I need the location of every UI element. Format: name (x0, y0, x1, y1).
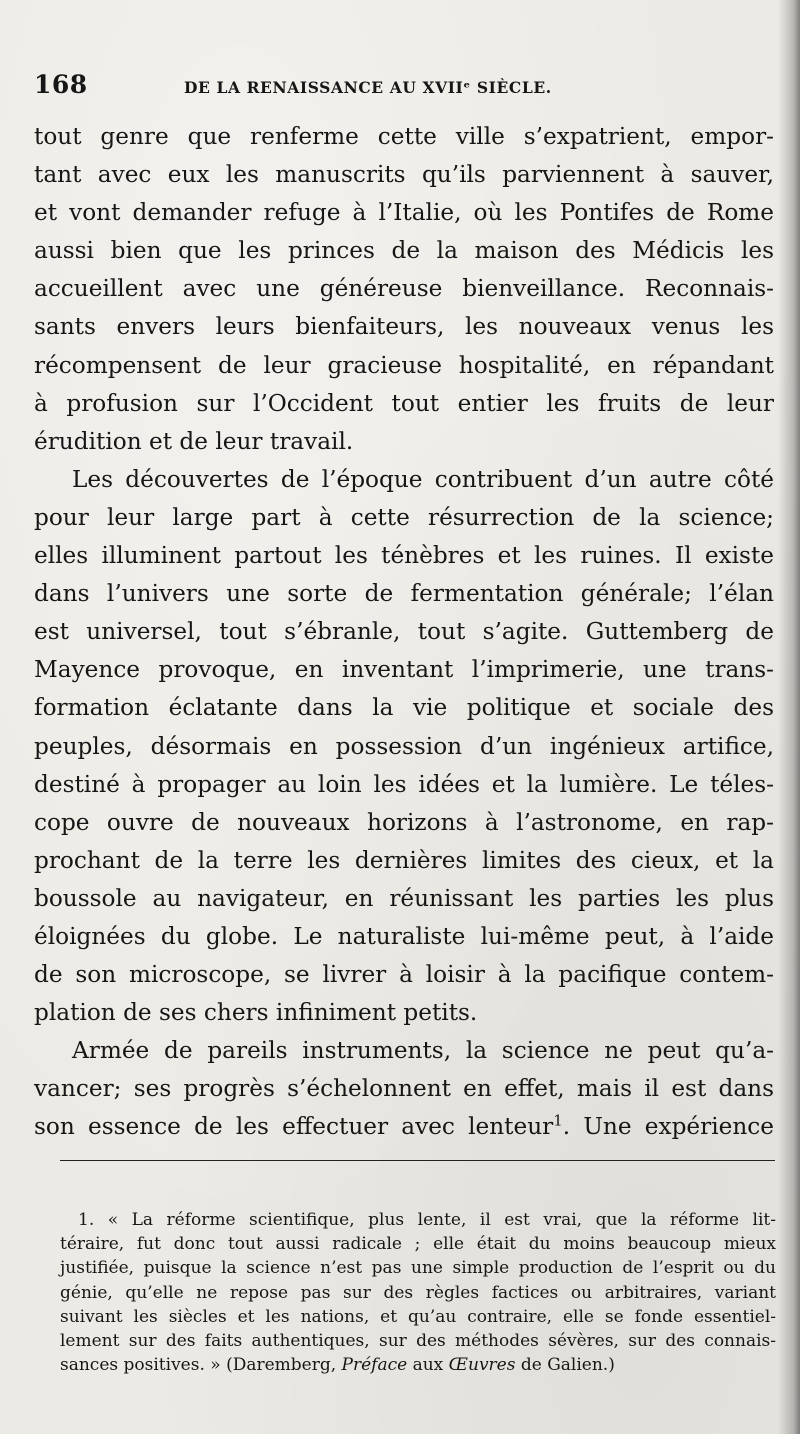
page-number: 168 (34, 70, 88, 99)
italic-title: Œuvres (448, 1355, 516, 1376)
text-line: dans l’univers une sorte de fermentation générale; l’élan (34, 580, 774, 608)
running-title: DE LA RENAISSANCE AU XVIIᵉ SIÈCLE. (184, 78, 552, 97)
text-line: pour leur large part à cette résurrection de la science; (34, 503, 774, 531)
text-line: Les découvertes de l’époque contribuent d’un autre côté (72, 465, 774, 493)
text-line: boussole au navigateur, en réunissant les parties les plus (34, 884, 774, 912)
footnote-line: téraire, fut donc tout aussi radicale ; elle était du moins beaucoup mieux (60, 1234, 776, 1255)
text-line: cope ouvre de nouveaux horizons à l’astronome, en rap- (34, 808, 774, 836)
text-segment: . Une expérience (562, 1113, 775, 1141)
text-line: récompensent de leur gracieuse hospitalité, en répandant (34, 351, 774, 379)
text-line: elles illuminent partout les ténèbres et les ruines. Il existe (34, 542, 774, 570)
footnote-line (60, 1353, 776, 1377)
text-line (34, 1108, 774, 1146)
page-edge-shadow (778, 0, 800, 1434)
page-header (34, 70, 774, 104)
text-line: Mayence provoque, en inventant l’imprimerie, une trans- (34, 656, 774, 684)
text-line: plation de ses chers infiniment petits. (34, 999, 478, 1027)
text-segment: sances positives. » (Daremberg, (60, 1355, 342, 1376)
text-line: érudition et de leur travail. (34, 427, 354, 455)
text-line: destiné à propager au loin les idées et la lumière. Le téles- (34, 770, 774, 798)
paragraph-1 (34, 118, 774, 461)
text-line: de son microscope, se livrer à loisir à la pacifique contem- (34, 961, 774, 989)
text-line: Armée de pareils instruments, la science ne peut qu’a- (72, 1037, 774, 1065)
footnote-rule (60, 1160, 775, 1161)
text-line: formation éclatante dans la vie politique et sociale des (34, 694, 774, 722)
text-segment: aux (407, 1355, 449, 1376)
footnote-line: suivant les siècles et les nations, et qu’au contraire, elle se fonde essentiel- (60, 1306, 776, 1327)
text-line: est universel, tout s’ébranle, tout s’agite. Guttemberg de (34, 618, 774, 646)
text-line: vancer; ses progrès s’échelonnent en effet, mais il est dans (34, 1075, 774, 1103)
footnote-line: génie, qu’elle ne repose pas sur des règles factices ou arbitraires, variant (60, 1282, 776, 1303)
text-segment: de Galien.) (515, 1355, 615, 1376)
text-line: à profusion sur l’Occident tout entier les fruits de leur (34, 389, 774, 417)
footnote-marker: 1 (553, 1111, 563, 1130)
text-line: prochant de la terre les dernières limites des cieux, et la (34, 846, 774, 874)
text-line: aussi bien que les princes de la maison des Médicis les (34, 237, 774, 265)
italic-title: Préface (341, 1355, 408, 1376)
footnote-line: lement sur des faits authentiques, sur des méthodes sévères, sur des connais- (60, 1331, 776, 1352)
text-line: éloignées du globe. Le naturaliste lui-même peut, à l’aide (34, 922, 774, 950)
body-text (34, 118, 774, 1147)
footnote (60, 1208, 776, 1377)
paragraph-3 (34, 1032, 774, 1146)
text-line: accueillent avec une généreuse bienveillance. Reconnais- (34, 275, 774, 303)
text-line: tout genre que renferme cette ville s’expatrient, empor- (34, 123, 774, 150)
text-line: peuples, désormais en possession d’un ingénieux artifice, (34, 732, 774, 760)
footnote-line: 1. « La réforme scientifique, plus lente, il est vrai, que la réforme lit- (78, 1210, 776, 1230)
paragraph-2 (34, 461, 774, 1032)
text-line: tant avec eux les manuscrits qu’ils parviennent à sauver, (34, 161, 774, 189)
text-line: sants envers leurs bienfaiteurs, les nouveaux venus les (34, 313, 774, 341)
footnote-line: justifiée, puisque la science n’est pas une simple production de l’esprit ou du (60, 1258, 776, 1279)
text-segment: son essence de les effectuer avec lenteur (34, 1113, 554, 1141)
text-line: et vont demander refuge à l’Italie, où les Pontifes de Rome (34, 199, 774, 227)
